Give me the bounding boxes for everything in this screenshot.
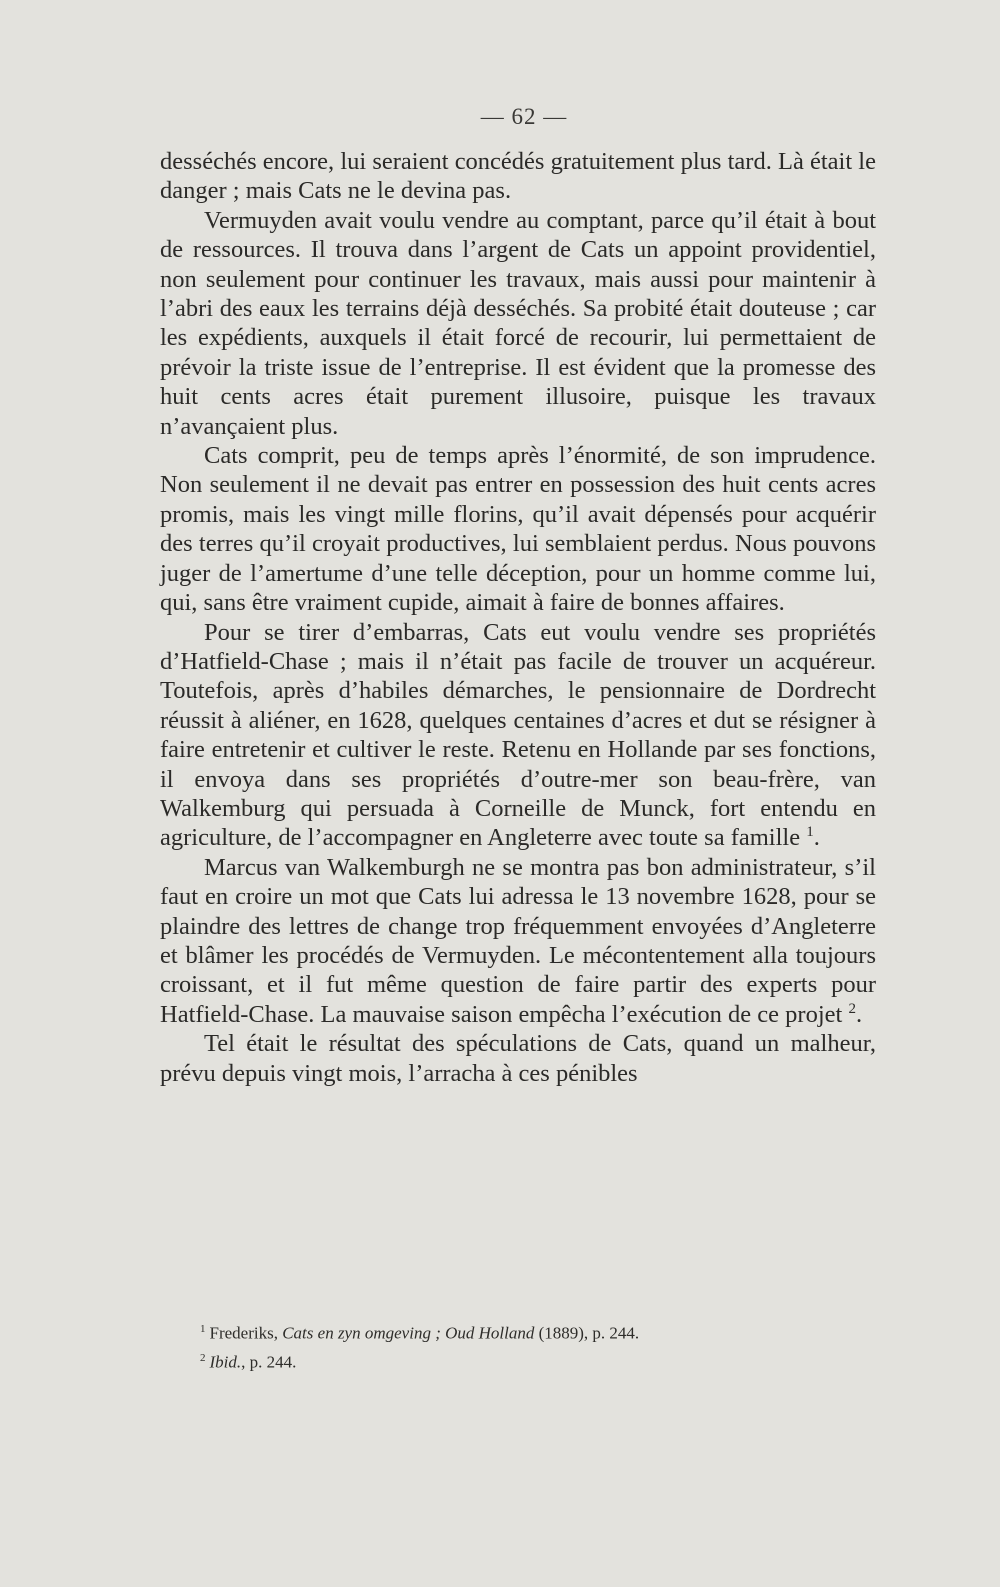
footnote-1-author: Frederiks, [209,1323,278,1343]
footnote-1-title: Cats en zyn omgeving ; Oud Holland [282,1323,535,1343]
paragraph-1: desséchés encore, lui seraient concédés gratuitement plus tard. Là était le danger ; mais Cats ne le devina pas. [160,148,876,205]
paragraph-5-end: . [855,1000,863,1028]
paragraph-4-text: Pour se tirer d’embarras, Cats eut voulu vendre ses propriétés d’Hatfield-Chase ; mais il n’était pas facile de trouver un acquéreur. Toutefois, après d’habiles démarches, le pensionnaire de Dordrecht réussit à aliéner, en 1628, quelques centaines d’acres et dut se résigner à faire entretenir et cultiver le reste. Retenu en Hollande par ses fonctions, il envoya dans ses propriétés d’outre-mer son beau-frère, van Walkemburg qui persuada à Corneille de Munck, fort entendu en agriculture, de l’accompagner en Angleterre avec toute sa famille [160,618,876,852]
paragraph-5 [160,853,876,1029]
footnote-2 [200,1346,860,1375]
paragraph-2: Vermuyden avait voulu vendre au comptant, parce qu’il était à bout de ressources. Il trouva dans l’argent de Cats un appoint providentiel, non seulement pour continuer les travaux, mais aussi pour maintenir à l’abri des eaux les terrains déjà desséchés. Sa probité était douteuse ; car les expédients, auxquels il était forcé de recourir, lui permettaient de prévoir la triste issue de l’entreprise. Il est évident que la promesse des huit cents acres était purement illusoire, puisque les travaux n’avançaient plus. [160,206,876,440]
footnote-ref-1[interactable]: 1 [806,824,814,841]
footnote-2-marker: 2 [200,1351,206,1364]
footnote-1 [200,1317,860,1346]
footnote-1-rest: (1889), p. 244. [538,1323,640,1343]
paragraph-6: Tel était le résultat des spéculations de Cats, quand un malheur, prévu depuis vingt mois, l’arracha à ces pénibles [160,1030,876,1087]
paragraph-3: Cats comprit, peu de temps après l’énormité, de son imprudence. Non seulement il ne devait pas entrer en possession des huit cents acres promis, mais les vingt mille florins, qu’il avait dépensés pour acquérir des terres qu’il croyait productives, lui semblaient perdus. Nous pouvons juger de l’amertume d’une telle déception, pour un homme comme lui, qui, sans être vraiment cupide, aimait à faire de bonnes affaires. [160,442,876,617]
footnote-2-title: Ibid. [209,1352,242,1372]
page-number: — 62 — [480,104,568,129]
footnote-2-rest: , p. 244. [241,1352,297,1372]
paragraph-5-text: Marcus van Walkemburgh ne se montra pas bon administrateur, s’il faut en croire un mot que Cats lui adressa le 13 novembre 1628, pour se plaindre des lettres de change trop fréquemment envoyées d’Angleterre et blâmer les procédés de Vermuyden. Le mécontentement alla toujours croissant, et il fut même question de faire partir des experts pour Hatfield-Chase. La mauvaise saison empêcha l’exécution de ce projet [160,853,876,1028]
paragraph-4 [160,618,876,853]
footnote-ref-2[interactable]: 2 [848,1000,856,1017]
paragraph-4-end: . [813,824,820,852]
footnotes [200,1317,860,1374]
footnote-1-marker: 1 [200,1323,206,1335]
body-text [160,147,876,1088]
